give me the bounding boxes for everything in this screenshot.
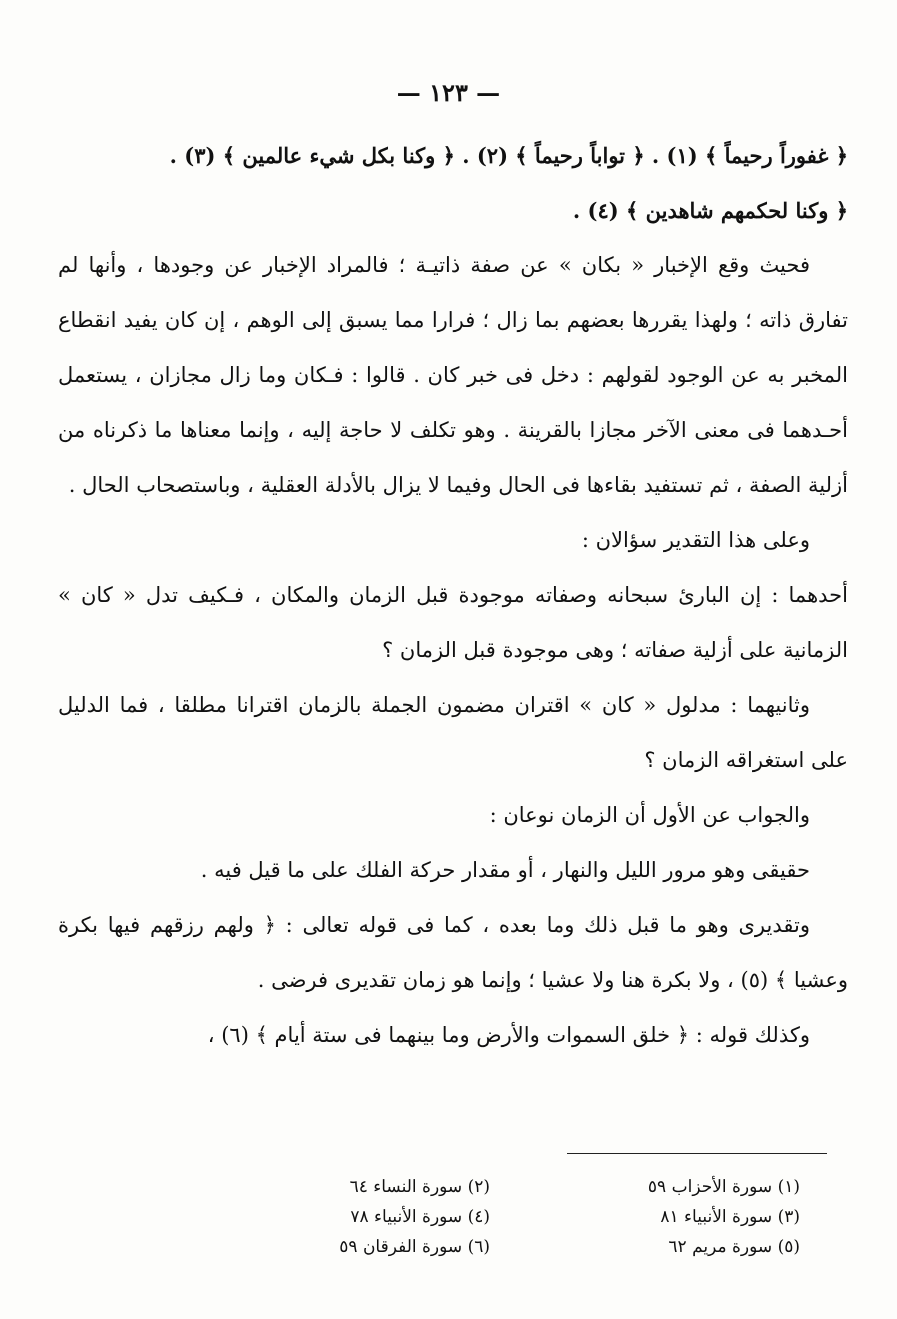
footnote-5: (٥) سورة مريم ٦٢ bbox=[668, 1237, 800, 1257]
paragraph-two-questions: وعلى هذا التقدير سؤالان : bbox=[581, 528, 810, 552]
paragraph-answer-intro: والجواب عن الأول أن الزمان نوعان : bbox=[489, 803, 810, 827]
footnote-3: (٣) سورة الأنبياء ٨١ bbox=[660, 1207, 800, 1227]
paragraph-creation-verse: وكذلك قوله : ﴿ خلق السموات والأرض وما بينهما فى ستة أيام ﴾ (٦) ، bbox=[207, 1023, 810, 1047]
footnote-6: (٦) سورة الفرقان ٥٩ bbox=[339, 1237, 490, 1257]
quran-verses-line-2: ﴿ وكنا لحكمهم شاهدين ﴾ (٤) . bbox=[572, 198, 848, 223]
paragraph-first-question: أحدهما : إن البارئ سبحانه وصفاته موجودة قبل الزمان والمكان ، فـكيف تدل « كان » الزمانية على أزلية صفاته ؛ وهى موجودة قبل الزمان ؟ bbox=[58, 583, 848, 662]
footnote-2: (٢) سورة النساء ٦٤ bbox=[349, 1177, 490, 1197]
footnotes bbox=[240, 1172, 800, 1262]
page-number: — ١٢٣ — bbox=[396, 78, 501, 107]
paragraph-assumed-time: وتقديرى وهو ما قبل ذلك وما بعده ، كما فى قوله تعالى : ﴿ ولهم رزقهم فيها بكرة وعشيا ﴾ (٥) ، ولا بكرة هنا ولا عشيا ؛ وإنما هو زمان تقديرى فرضى . bbox=[58, 913, 848, 992]
paragraph-second-question: وثانيهما : مدلول « كان » اقتران مضمون الجملة بالزمان اقترانا مطلقا ، فما الدليل على استغراقه الزمان ؟ bbox=[58, 693, 848, 772]
paragraph-kana-meaning: فحيث وقع الإخبار « بكان » عن صفة ذاتيـة ؛ فالمراد الإخبار عن وجودها ، وأنها لم تفارق ذاته ؛ ولهذا يقررها بعضهم بما زال ؛ فرارا مما يسبق إلى الوهم ، إن كان يفيد انقطاع المخبر به عن الوجود لقولهم : دخل فى خبر كان . قالوا : فـكان وما زال مجازان ، يستعمل أحـدهما فى معنى الآخر مجازا بالقرينة . وهو تكلف لا حاجة إليه ، وإنما معناها ما ذكرناه من أزلية الصفة ، ثم تستفيد بقاءها فى الحال وفيما لا يزال بالأدلة العقلية ، وباستصحاب الحال . bbox=[58, 253, 848, 497]
quran-verses-line-1: ﴿ غفوراً رحيماً ﴾ (١) . ﴿ تواباً رحيماً ﴾ (٢) . ﴿ وكنا بكل شيء عالمين ﴾ (٣) . bbox=[169, 143, 848, 168]
footnote-divider bbox=[567, 1153, 827, 1154]
footnote-4: (٤) سورة الأنبياء ٧٨ bbox=[350, 1207, 490, 1227]
paragraph-real-time: حقيقى وهو مرور الليل والنهار ، أو مقدار حركة الفلك على ما قيل فيه . bbox=[200, 858, 810, 882]
main-text bbox=[58, 128, 848, 1063]
footnote-1: (١) سورة الأحزاب ٥٩ bbox=[647, 1177, 800, 1197]
